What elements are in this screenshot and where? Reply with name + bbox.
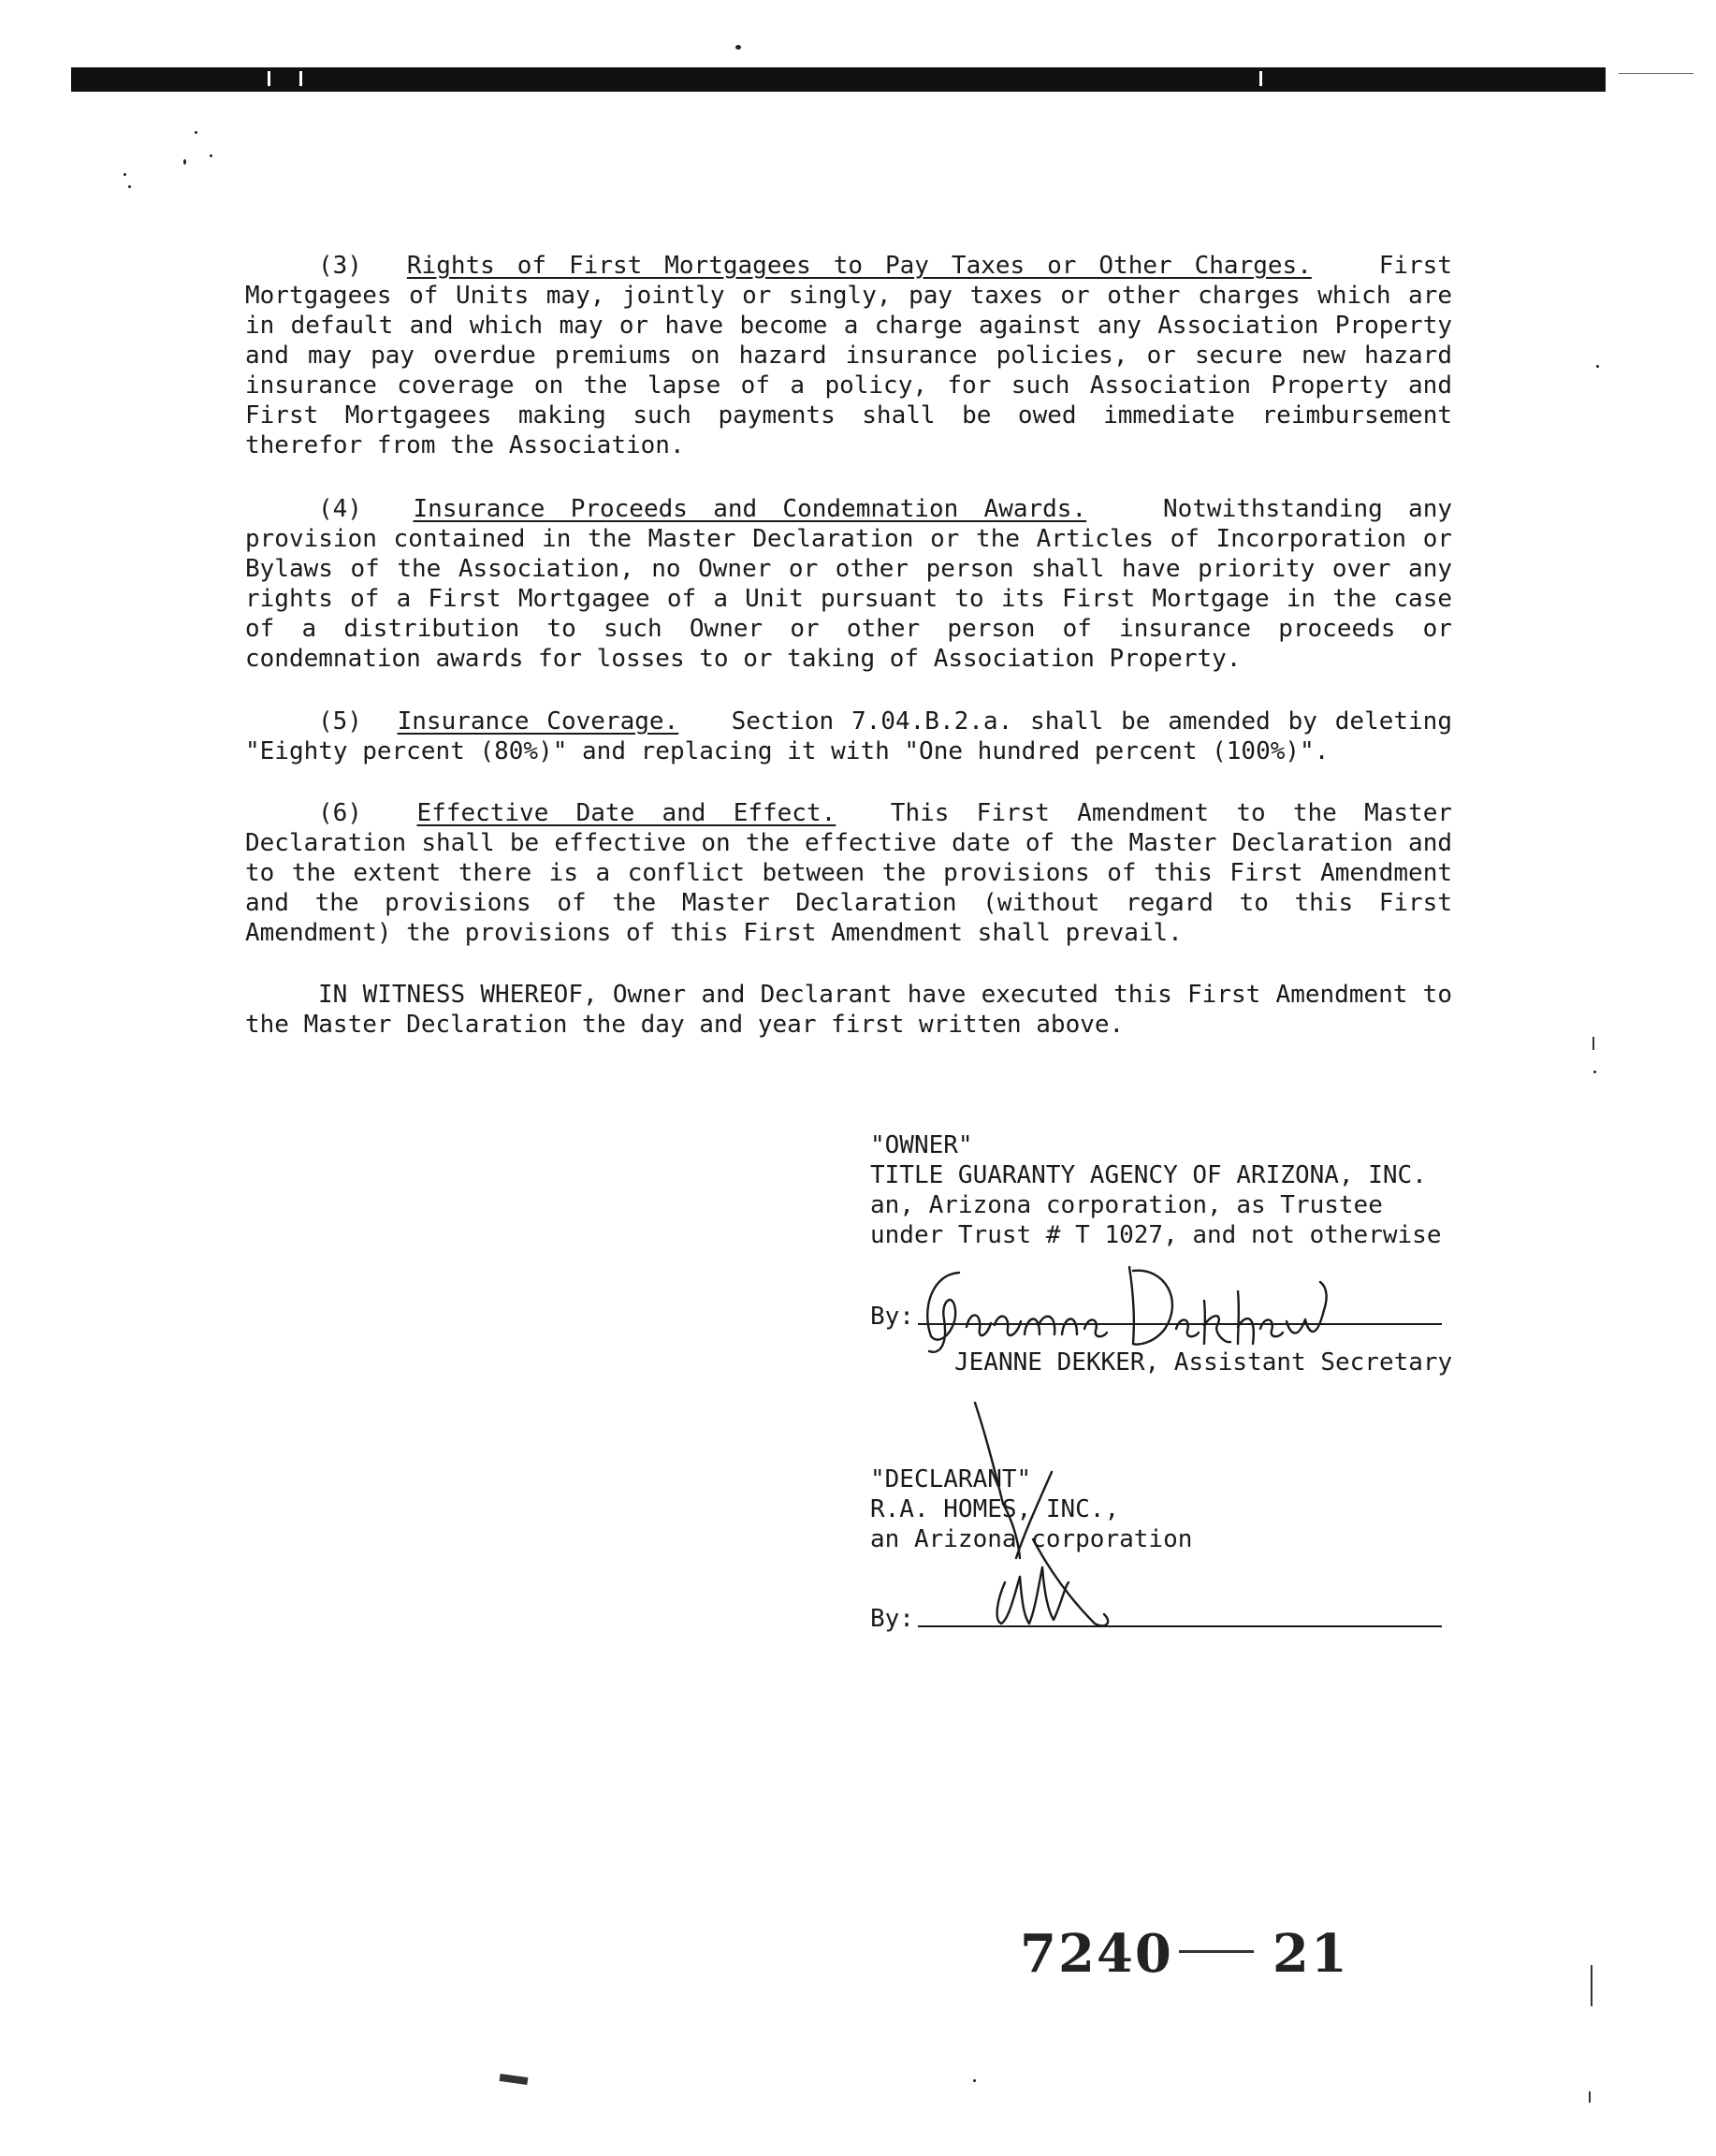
declarant-label: "DECLARANT": [870, 1465, 1032, 1493]
header-bar-nick: [268, 71, 270, 86]
page-number-stamp: [1020, 1923, 1349, 1985]
paragraph-3-number: (3): [318, 252, 362, 280]
owner-block: [870, 1130, 1441, 1250]
owner-line-3: under Trust # T 1027, and not otherwise: [870, 1221, 1442, 1249]
scan-smudge: [500, 2074, 529, 2085]
owner-line-1: TITLE GUARANTY AGENCY OF ARIZONA, INC.: [870, 1161, 1427, 1189]
owner-line-2: an, Arizona corporation, as Trustee: [870, 1191, 1383, 1219]
witness-text: IN WITNESS WHEREOF, Owner and Declarant have executed this First Amendment to the Master Declaration the day and year first written above.: [245, 981, 1452, 1039]
witness-clause: [245, 980, 1452, 1040]
paragraph-3-heading: Rights of First Mortgagees to Pay Taxes or Other Charges.: [406, 252, 1312, 280]
page-number-left: 7240: [1020, 1923, 1173, 1985]
scan-speck: [735, 45, 741, 50]
declarant-by-label: By:: [870, 1605, 914, 1633]
owner-by-label: By:: [870, 1303, 914, 1331]
scan-speck: [124, 173, 126, 176]
paragraph-6: [245, 798, 1452, 948]
page-number-right: 21: [1272, 1923, 1349, 1985]
paragraph-4-body: Notwithstanding any provision contained in the Master Declaration or the Articles of Incorporation or Bylaws of the Association, no Owner or other person shall have priority over any rights of a First Mortgagee of a Unit pursuant to its First Mortgage in the case of a distribution to such Owner or other person of insurance proceeds or condemnation awards for losses to or taking of Association Property.: [245, 495, 1453, 673]
paragraph-4-number: (4): [318, 495, 362, 523]
scan-speck: [195, 131, 197, 134]
paragraph-3-body: First Mortgagees of Units may, jointly or singly, pay taxes or other charges which are in default and which may or have become a charge against any Association Property and may pay overdue premiums on hazard insurance policies, or secure new hazard insurance coverage on the lapse of a policy, for such Association Property and First Mortgagees making such payments shall be owed immediate reimbursement therefor from the Association.: [245, 252, 1452, 459]
scan-speck: [128, 185, 131, 188]
declarant-line-2: an Arizona corporation: [870, 1525, 1193, 1553]
paragraph-6-body: This First Amendment to the Master Declaration shall be effective on the effective date of the Master Declaration and to the extent there is a conflict between the provisions of this First Amendment and the provisions of the Master Declaration (without regard to this First Amendment) the provisions of this First Amendment shall prevail.: [245, 799, 1453, 947]
scan-edge-rule: [1619, 73, 1694, 74]
scan-header-bar: [71, 67, 1606, 92]
scan-speck: [973, 2079, 976, 2082]
paragraph-4-heading: Insurance Proceeds and Condemnation Awards.: [413, 495, 1087, 523]
declarant-handwritten-signature: [964, 1399, 1132, 1642]
scan-speck: [210, 154, 212, 157]
owner-signatory: JEANNE DEKKER, Assistant Secretary: [954, 1348, 1453, 1377]
scan-speck: [1596, 365, 1599, 368]
paragraph-3: [245, 251, 1452, 460]
paragraph-6-number: (6): [318, 799, 362, 827]
paragraph-5: [245, 707, 1452, 766]
owner-label: "OWNER": [870, 1131, 973, 1159]
margin-mark: [1591, 1965, 1592, 2006]
scan-speck: [183, 159, 186, 165]
margin-mark: [1589, 2091, 1591, 2103]
scan-speck: [1593, 1071, 1596, 1073]
owner-handwritten-signature: [912, 1254, 1343, 1357]
margin-mark: [1592, 1037, 1594, 1050]
header-bar-nick: [299, 71, 302, 86]
paragraph-4: [245, 494, 1452, 674]
paragraph-5-body: Section 7.04.B.2.a. shall be amended by deleting "Eighty percent (80%)" and replacing it with "One hundred percent (100%)".: [245, 707, 1452, 765]
declarant-signature-row: [870, 1605, 1442, 1633]
header-bar-nick: [1259, 71, 1262, 86]
paragraph-6-heading: Effective Date and Effect.: [416, 799, 836, 827]
paragraph-5-heading: Insurance Coverage.: [397, 707, 679, 736]
paragraph-5-number: (5): [318, 707, 362, 736]
page-number-separator: [1179, 1950, 1254, 1953]
declarant-line-1: R.A. HOMES, INC.,: [870, 1495, 1120, 1523]
